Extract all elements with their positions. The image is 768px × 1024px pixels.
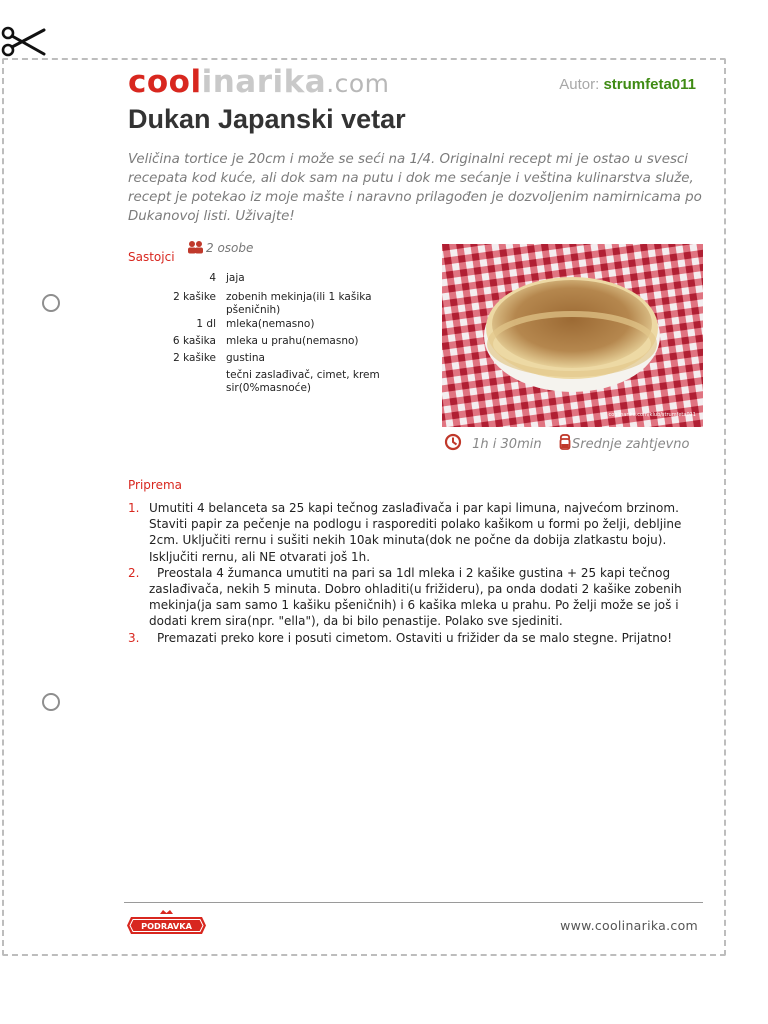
- scissors-icon: [0, 24, 46, 60]
- preparation-label: Priprema: [128, 478, 183, 492]
- podravka-brand-text: PODRAVKA: [141, 921, 192, 931]
- prep-time-text: 1h i 30min: [472, 437, 542, 452]
- ingredient-name: gustina: [226, 352, 265, 364]
- binder-hole-top: [42, 294, 60, 312]
- preparation-step: [128, 630, 708, 646]
- ingredient-name: mleka(nemasno): [226, 318, 315, 330]
- preparation-step: [128, 565, 708, 630]
- preparation-step: [128, 500, 708, 565]
- author-line: [559, 76, 696, 93]
- preparation-steps: [128, 500, 708, 646]
- step-number: 3.: [128, 630, 140, 645]
- clock-icon: [444, 433, 462, 451]
- ingredient-qty: 6 kašika: [172, 335, 216, 347]
- ingredient-name: mleka u prahu(nemasno): [226, 335, 359, 347]
- website-url[interactable]: www.coolinarika.com: [560, 918, 698, 933]
- logo-part-cool: cool: [128, 64, 202, 100]
- ingredient-qty: 4: [209, 272, 216, 284]
- difficulty-text: Srednje zahtjevno: [572, 437, 690, 452]
- ingredient-name: zobenih mekinja(ili 1 kašika pšeničnih): [226, 291, 372, 316]
- ingredients-label: Sastojci: [128, 250, 175, 264]
- logo-part-inarika: inarika: [201, 64, 327, 100]
- step-text: Preostala 4 žumanca umutiti na pari sa 1dl mleka i 2 kašike gustina + 25 kapi tečnog zaslađivača, nekih 5 minuta. Dobro ohladiti(u frižideru), pa onda dodati 2 kašike zobenih mekinja(ja sam samo 1 kašiku pšeničnih) i 6 kašika mleka u prahu. Po želji može se još i dodati krem sira(npr. "ella"), da bi bilo penastije. Polako sve sjediniti.: [149, 565, 682, 629]
- step-text: Umutiti 4 belanceta sa 25 kapi tečnog zaslađivača i par kapi limuna, najvećom brzinom. Staviti papir za pečenje na podlogu i rasporediti polako kašikom u formi po želji, debljine 2cm. Uključiti rernu i sušiti nekih 10ak minuta(dok ne počne da dobija zlatkastu boju). Isključiti rernu, ali NE otvarati još 1h.: [149, 501, 682, 564]
- binder-hole-bottom: [42, 693, 60, 711]
- people-icon: [186, 240, 206, 254]
- author-label: Autor:: [559, 76, 600, 93]
- photo-watermark: coolinarika.com/klub/strumfeta011: [608, 412, 696, 418]
- footer-divider: [124, 902, 703, 903]
- author-name-link[interactable]: strumfeta011: [603, 76, 696, 93]
- recipe-intro: Veličina tortice je 20cm i može se seći na 1/4. Originalni recept mi je ostao u svesci recepata kod kuće, ali dok sam na putu i dok me sećanje i veština kulinarstva služe, recept je potekao iz moje mašte i naravno prilagođen je dozvoljenim namirnicama po Dukanovoj listi. Uživajte!: [128, 152, 702, 224]
- chef-hat-icon: [558, 433, 572, 451]
- difficulty: [558, 433, 689, 452]
- ingredient-qty: 2 kašike: [173, 291, 216, 303]
- step-number: 1.: [128, 501, 140, 515]
- podravka-logo[interactable]: [127, 908, 206, 942]
- step-number: 2.: [128, 565, 140, 580]
- step-text: Premazati preko kore i posuti cimetom. Ostaviti u frižider da se malo stegne. Prijatno!: [157, 630, 673, 645]
- prep-time: [444, 433, 542, 452]
- ingredient-name: jaja: [226, 272, 245, 284]
- recipe-photo[interactable]: [442, 244, 703, 427]
- logo-part-com: .com: [326, 69, 390, 98]
- ingredient-qty: 2 kašike: [173, 352, 216, 364]
- servings: [186, 240, 253, 255]
- coolinarika-logo[interactable]: [128, 64, 390, 100]
- recipe-title: Dukan Japanski vetar: [128, 104, 406, 134]
- ingredient-name: tečni zaslađivač, cimet, krem sir(0%masnoće): [226, 369, 380, 394]
- servings-text: 2 osobe: [206, 241, 254, 255]
- ingredient-qty: 1 dl: [196, 318, 216, 330]
